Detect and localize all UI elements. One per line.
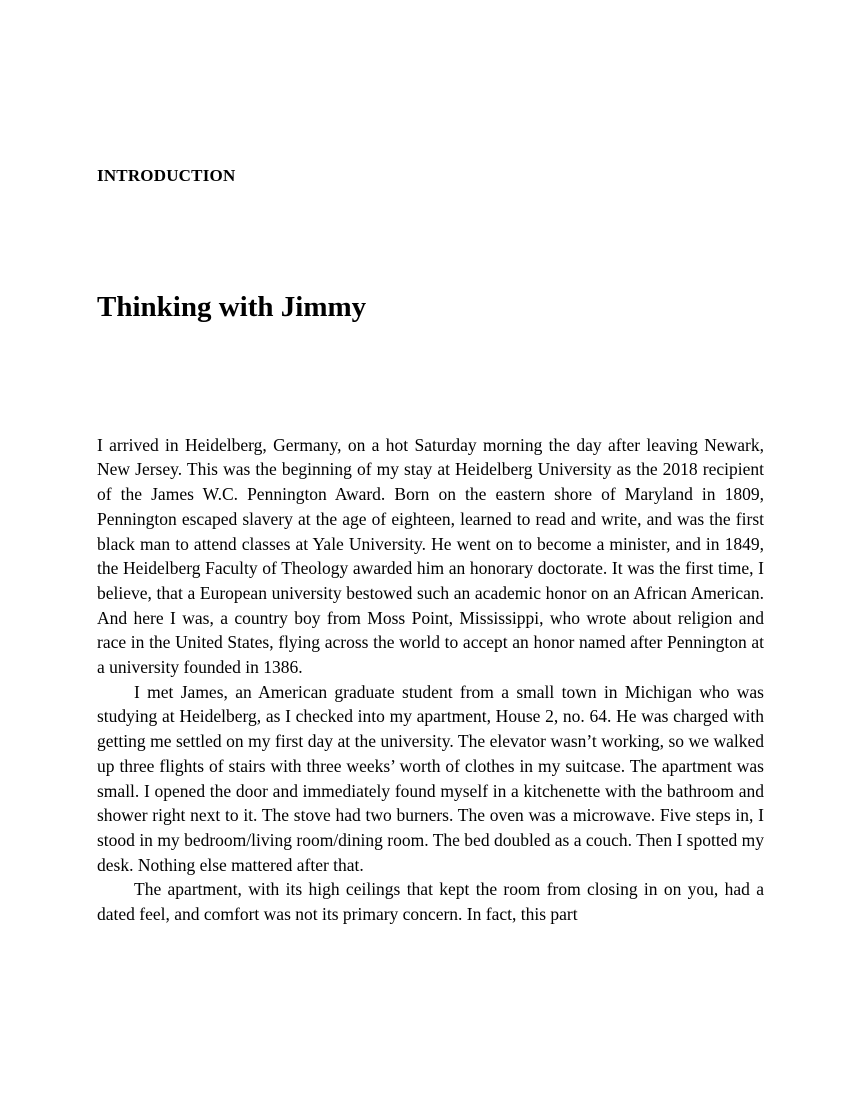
chapter-kicker: INTRODUCTION	[97, 166, 236, 185]
paragraph: I met James, an American graduate student from a small town in Michigan who was studying at Heidelberg, as I checked into my apartment, House 2, no. 64. He was charged with getting me settled on my first day at the university. The elevator wasn’t working, so we walked up three flights of stairs with three weeks’ worth of clothes in my suitcase. The apartment was small. I opened the door and immediately found myself in a kitchenette with the bathroom and shower right next to it. The stove had two burners. The oven was a microwave. Five steps in, I stood in my bedroom/living room/dining room. The bed doubled as a couch. Then I spotted my desk. Nothing else mattered after that.	[97, 681, 764, 875]
paragraph: I arrived in Heidelberg, Germany, on a hot Saturday morning the day after leaving Newark, New Jersey. This was the beginning of my stay at Heidelberg University as the 2018 recipient of the James W.C. Pennington Award. Born on the eastern shore of Maryland in 1809, Pennington escaped slavery at the age of eighteen, learned to read and write, and was the first black man to attend classes at Yale University. He went on to become a minister, and in 1849, the Heidelberg Faculty of Theology awarded him an honorary doctorate. It was the first time, I believe, that a European university bestowed such an academic honor on an African American. And here I was, a country boy from Moss Point, Mississippi, who wrote about religion and race in the United States, flying across the world to accept an honor named after Pennington at a university founded in 1386.	[97, 434, 764, 678]
chapter-title: Thinking with Jimmy	[97, 291, 367, 324]
paragraph: The apartment, with its high ceilings that kept the room from closing in on you, had a dated feel, and comfort was not its primary concern. In fact, this part	[97, 879, 764, 925]
chapter-body	[97, 433, 764, 927]
